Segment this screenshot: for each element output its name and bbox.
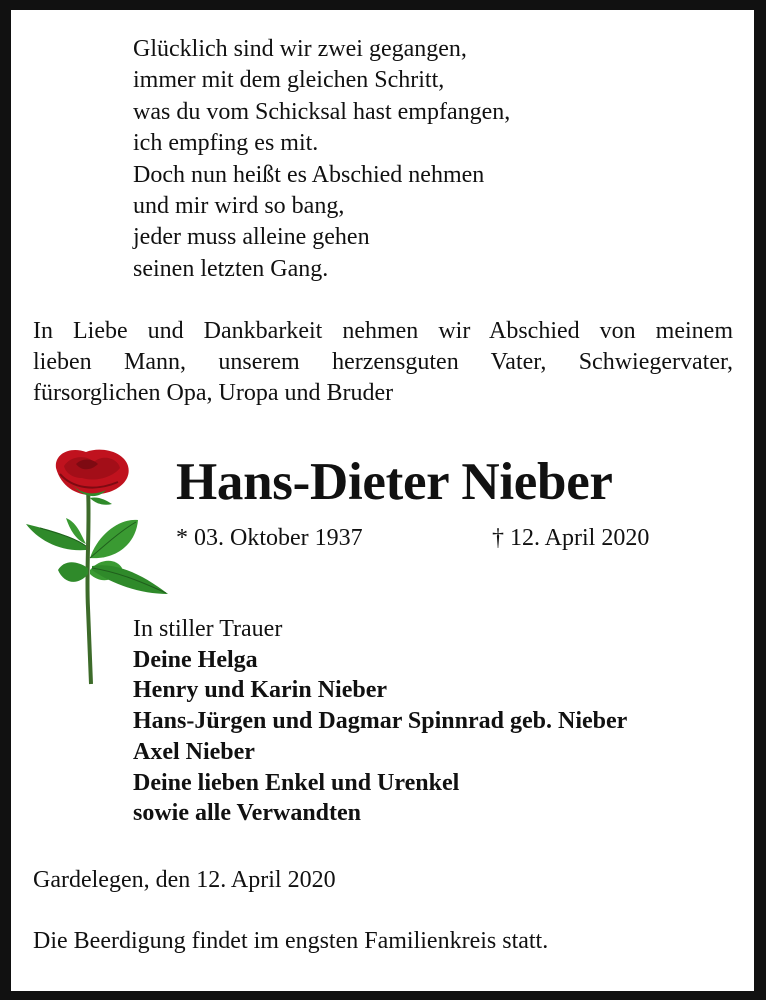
mourner-name: Deine Helga — [133, 646, 258, 673]
mourners-heading: In stiller Trauer — [133, 616, 283, 642]
poem-line: was du vom Schicksal hast empfangen, — [133, 98, 511, 125]
place-and-date: Gardelegen, den 12. April 2020 — [33, 867, 336, 893]
poem-line: immer mit dem gleichen Schritt, — [133, 67, 445, 94]
mourners-list — [133, 614, 627, 829]
poem-line: seinen letzten Gang. — [133, 255, 329, 282]
poem-line: jeder muss alleine gehen — [133, 224, 370, 251]
deceased-name: Hans-Dieter Nieber — [176, 453, 613, 511]
mourner-name: Henry und Karin Nieber — [133, 677, 388, 704]
death-date: † 12. April 2020 — [492, 525, 650, 551]
intro-line: In Liebe und Dankbarkeit nehmen wir Abschied von meinem — [33, 318, 733, 344]
intro-line: lieben Mann, unserem herzensguten Vater, Schwiegervater, — [33, 349, 733, 375]
poem-line: Doch nun heißt es Abschied nehmen — [133, 161, 485, 188]
mourner-name: Hans-Jürgen und Dagmar Spinnrad geb. Nieber — [133, 708, 628, 735]
mourner-name: Deine lieben Enkel und Urenkel — [133, 769, 460, 796]
mourner-name: sowie alle Verwandten — [133, 800, 361, 827]
poem-line: ich empfing es mit. — [133, 130, 319, 157]
poem-line: Glücklich sind wir zwei gegangen, — [133, 36, 467, 62]
poem-line: und mir wird so bang, — [133, 193, 345, 220]
intro-line: fürsorglichen Opa, Uropa und Bruder — [33, 380, 394, 406]
mourner-name: Axel Nieber — [133, 738, 255, 765]
intro-paragraph — [33, 316, 733, 409]
funeral-note: Die Beerdigung findet im engsten Familienkreis statt. — [33, 928, 549, 954]
poem — [133, 34, 510, 285]
birth-date: * 03. Oktober 1937 — [176, 525, 363, 551]
